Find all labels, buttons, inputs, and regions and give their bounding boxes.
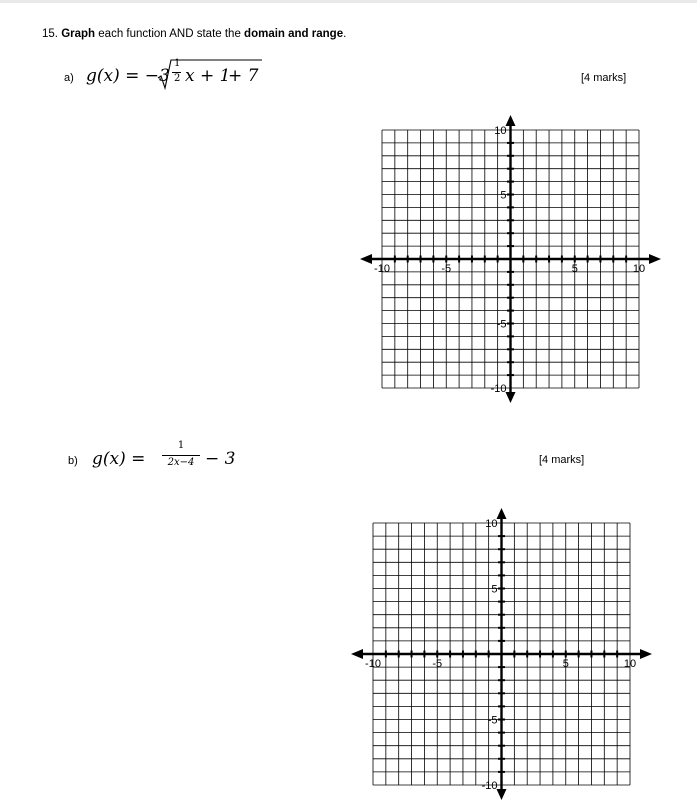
x-tick-label: 10 <box>623 658 637 670</box>
x-tick-label: 5 <box>571 263 578 275</box>
x-tick-label: -10 <box>365 658 381 670</box>
question-15-instruction <box>42 28 346 40</box>
part-a-frac-num: 1 <box>174 58 181 69</box>
question-end: . <box>343 28 347 40</box>
question-number: 15. <box>42 28 58 40</box>
x-axis-right-arrow-icon <box>649 254 661 264</box>
part-b-frac-den: 2x−4 <box>167 457 195 468</box>
part-b-frac-bar <box>162 455 200 456</box>
x-axis-left-arrow-icon <box>351 649 363 659</box>
x-tick-label: -10 <box>374 263 390 275</box>
question-object: domain and range <box>244 28 344 40</box>
y-axis-down-arrow-icon <box>506 392 516 403</box>
x-axis-left-arrow-icon <box>360 254 372 264</box>
question-middle: each function AND state the <box>98 28 241 40</box>
part-a-marks: [4 marks] <box>581 72 627 84</box>
page-top-border <box>0 0 697 3</box>
part-b-lhs: g(x) = <box>92 449 146 469</box>
part-b-tail: − 3 <box>205 449 236 469</box>
x-axis-right-arrow-icon <box>640 649 652 659</box>
x-tick-label: 5 <box>562 658 569 670</box>
y-tick-label: 10 <box>494 125 507 137</box>
part-a-frac-den: 2 <box>174 73 181 84</box>
y-axis-up-arrow-icon <box>506 115 516 126</box>
y-axis-up-arrow-icon <box>497 508 507 519</box>
y-axis-down-arrow-icon <box>497 789 507 800</box>
y-tick-label: 10 <box>485 518 498 530</box>
y-tick-label: 5 <box>500 189 507 202</box>
part-b-frac-num: 1 <box>177 440 185 451</box>
x-tick-label: -5 <box>441 263 452 275</box>
y-tick-label: -10 <box>481 780 498 792</box>
part-a-tail: + 7 <box>228 66 259 86</box>
y-tick-label: -10 <box>490 383 507 395</box>
y-tick-label: -5 <box>487 714 498 727</box>
x-tick-label: 10 <box>632 263 646 275</box>
question-verb: Graph <box>61 28 96 40</box>
part-a-radicand: x + 1 <box>185 66 231 86</box>
radical-sign-icon <box>158 60 172 92</box>
part-a-coordinate-grid[interactable] <box>352 115 669 403</box>
part-a-lhs: g(x) = −3 <box>86 66 170 86</box>
part-b-coordinate-grid[interactable] <box>343 508 660 800</box>
y-tick-label: -5 <box>496 318 507 331</box>
x-tick-label: -5 <box>432 658 443 670</box>
y-tick-label: 5 <box>491 583 498 596</box>
part-b-marks: [4 marks] <box>539 454 585 466</box>
part-a-label: a) <box>64 72 74 84</box>
part-b-label: b) <box>68 455 78 467</box>
